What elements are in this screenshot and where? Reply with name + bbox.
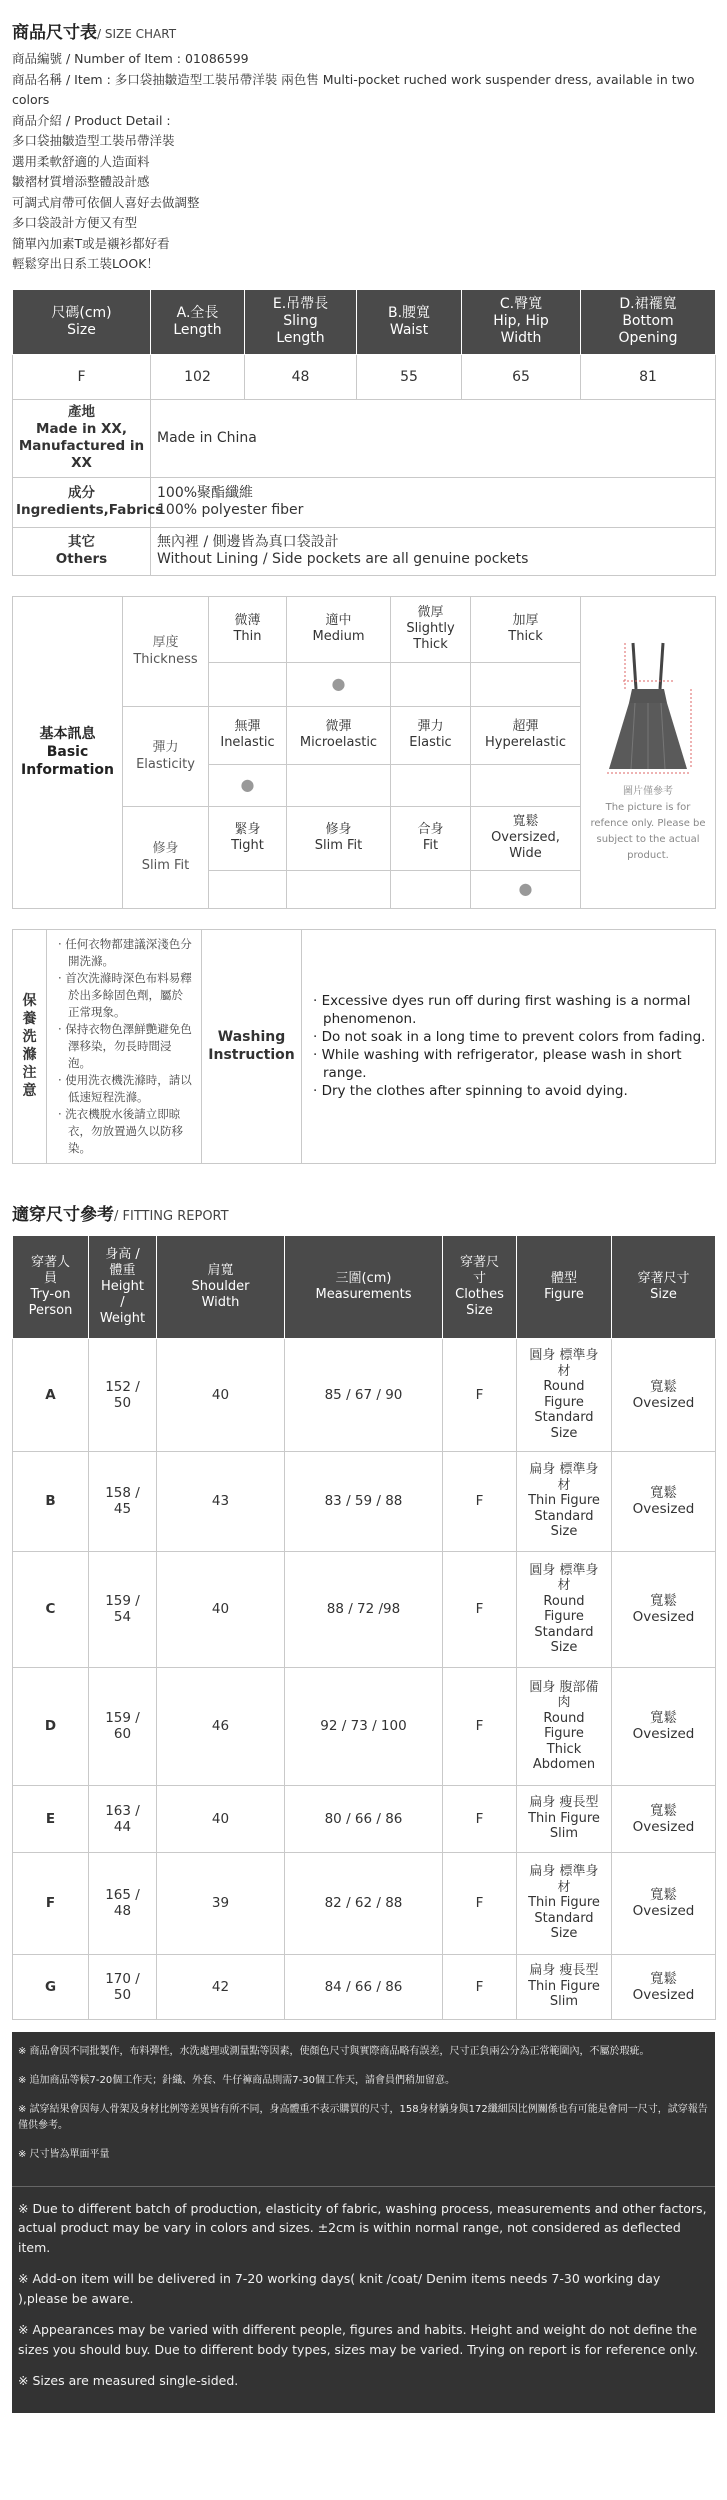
header-waist: B.腰寬 Waist — [357, 289, 462, 354]
product-info — [12, 49, 715, 275]
fitting-row — [13, 1451, 716, 1551]
person-cell: C — [13, 1551, 89, 1667]
header-bottom-opening: D.裙襬寬 Bottom Opening — [581, 289, 716, 354]
elasticity-option: 微彈 Microelastic — [287, 706, 391, 764]
clothes-size-cell: F — [443, 1954, 517, 2019]
hip-cell: 65 — [462, 354, 581, 399]
figure-cell: 扁身 標準身 材 Thin Figure Standard Size — [517, 1451, 612, 1551]
fit-selected-dot: ● — [471, 870, 581, 908]
notes-zh — [12, 2032, 715, 2186]
measurements-cell: 80 / 66 / 86 — [285, 1785, 443, 1852]
info-line: 輕鬆穿出日系工裝LOOK！ — [12, 256, 159, 271]
info-line: 商品編號 / Number of Item : 01086599 — [12, 51, 249, 66]
fit-size-cell: 寬鬆 Ovesized — [612, 1338, 716, 1451]
title-en: / SIZE CHART — [97, 27, 177, 41]
shoulder-cell: 42 — [157, 1954, 285, 2019]
care-item-en: · Excessive dyes run off during first washing is a normal phenomenon. — [313, 993, 691, 1027]
header-clothes-size: 穿著尺 寸 Clothes Size — [443, 1235, 517, 1338]
measurements-cell: 85 / 67 / 90 — [285, 1338, 443, 1451]
info-line: 可調式肩帶可依個人喜好去做調整 — [12, 194, 200, 210]
shoulder-cell: 40 — [157, 1338, 285, 1451]
person-cell: F — [13, 1852, 89, 1954]
measurements-cell: 88 / 72 /98 — [285, 1551, 443, 1667]
person-cell: B — [13, 1451, 89, 1551]
page-title — [12, 18, 715, 43]
header-sling-length: E.吊帶長 Sling Length — [245, 289, 357, 354]
note-en: ※ Sizes are measured single-sided. — [18, 2373, 239, 2388]
title-zh: 商品尺寸表 — [12, 23, 97, 43]
elasticity-label: 彈力 Elasticity — [123, 706, 209, 806]
care-item-en: · Dry the clothes after spinning to avoid dying. — [313, 1083, 628, 1099]
info-line: 多口袋設計方便又有型 — [12, 215, 138, 230]
height-weight-cell: 170 / 50 — [89, 1954, 157, 2019]
fit-option: 緊身 Tight — [209, 806, 287, 870]
elasticity-dot — [391, 764, 471, 806]
others-label: 其它 Others — [13, 527, 151, 575]
length-cell: 102 — [151, 354, 245, 399]
header-figure: 體型 Figure — [517, 1235, 612, 1338]
info-line: 多口袋抽皺造型工裝吊帶洋裝 — [12, 133, 175, 148]
clothes-size-cell: F — [443, 1451, 517, 1551]
bottom-cell: 81 — [581, 354, 716, 399]
height-weight-cell: 158 / 45 — [89, 1451, 157, 1551]
height-weight-cell: 165 / 48 — [89, 1852, 157, 1954]
washing-table — [12, 929, 716, 1164]
fit-option: 寬鬆 Oversized, Wide — [471, 806, 581, 870]
thickness-selected-dot: ● — [287, 662, 391, 706]
basic-info-title: 基本訊息 Basic Information — [13, 596, 123, 908]
origin-row — [13, 399, 716, 477]
measurements-cell: 83 / 59 / 88 — [285, 1451, 443, 1551]
header-shoulder: 肩寬 Shoulder Width — [157, 1235, 285, 1338]
note-zh: ※ 尺寸皆為單面平量 — [18, 2148, 110, 2160]
fit-label: 修身 Slim Fit — [123, 806, 209, 908]
image-note: 圖片僅參考 The picture is for refence only. Please be subject to the actual product. — [590, 785, 706, 861]
clothes-size-cell: F — [443, 1785, 517, 1852]
fit-option: 合身 Fit — [391, 806, 471, 870]
clothes-size-cell: F — [443, 1551, 517, 1667]
thickness-option: 適中 Medium — [287, 596, 391, 662]
person-cell: G — [13, 1954, 89, 2019]
shoulder-cell: 40 — [157, 1785, 285, 1852]
washing-row — [13, 929, 716, 1163]
care-label: 保養 洗滌 注意 — [13, 929, 47, 1163]
shoulder-cell: 46 — [157, 1667, 285, 1785]
thickness-label: 厚度 Thickness — [123, 596, 209, 706]
care-item: · 使用洗衣機洗滌時，請以低速短程洗滌。 — [58, 1072, 192, 1104]
note-zh: ※ 試穿結果會因每人骨架及身材比例等差異皆有所不同，身高體重不表示購買的尺寸，158身材躺身與172纖細因比例關係也有可能是會同一尺寸，試穿報告僅供參考。 — [18, 2103, 708, 2131]
header-size: 尺碼(cm) Size — [13, 289, 151, 354]
fitting-title-en: / FITTING REPORT — [114, 1208, 229, 1224]
measurements-cell: 84 / 66 / 86 — [285, 1954, 443, 2019]
others-value: 無內裡 / 側邊皆為真口袋設計 Without Lining / Side pockets are all genuine pockets — [151, 527, 716, 575]
notes-en — [12, 2187, 715, 2413]
figure-cell: 圓身 腹部備 肉 Round Figure Thick Abdomen — [517, 1667, 612, 1785]
ingredients-label: 成分 Ingredients,Fabrics — [13, 477, 151, 527]
size-row — [13, 354, 716, 399]
ingredients-value: 100%聚酯纖維 100% polyester fiber — [151, 477, 716, 527]
note-zh: ※ 追加商品等候7-20個工作天；針織、外套、牛仔褲商品則需7-30個工作天，請會員們稍加留意。 — [18, 2074, 455, 2086]
fitting-title — [12, 1200, 727, 1225]
header-measurements: 三圍(cm) Measurements — [285, 1235, 443, 1338]
thickness-option: 微厚 Slightly Thick — [391, 596, 471, 662]
elasticity-option: 超彈 Hyperelastic — [471, 706, 581, 764]
clothes-size-cell: F — [443, 1667, 517, 1785]
fit-dot — [209, 870, 287, 908]
note-zh: ※ 商品會因不同批製作，布料彈性，水洗處理或測量點等因素，使顏色尺寸與實際商品略有誤差，尺寸正負兩公分為正常範圍內，不屬於瑕疵。 — [18, 2045, 650, 2057]
fit-size-cell: 寬鬆 Ovesized — [612, 1667, 716, 1785]
info-line: 皺褶材質增添整體設計感 — [12, 174, 150, 189]
fit-size-cell: 寬鬆 Ovesized — [612, 1551, 716, 1667]
care-item: · 洗衣機脫水後請立即晾衣，勿放置過久以防移染。 — [58, 1106, 183, 1155]
size-cell: F — [13, 354, 151, 399]
dress-image-cell — [581, 596, 716, 908]
size-table — [12, 289, 716, 576]
fit-size-cell: 寬鬆 Ovesized — [612, 1451, 716, 1551]
thickness-option: 加厚 Thick — [471, 596, 581, 662]
elasticity-dot — [471, 764, 581, 806]
elasticity-option: 無彈 Inelastic — [209, 706, 287, 764]
shoulder-cell: 40 — [157, 1551, 285, 1667]
header-person: 穿著人 員 Try-on Person — [13, 1235, 89, 1338]
figure-cell: 扁身 標準身 材 Thin Figure Standard Size — [517, 1852, 612, 1954]
size-table-header — [13, 289, 716, 354]
fit-dot — [391, 870, 471, 908]
waist-cell: 55 — [357, 354, 462, 399]
height-weight-cell: 159 / 54 — [89, 1551, 157, 1667]
person-cell: E — [13, 1785, 89, 1852]
care-item-en: · Do not soak in a long time to prevent colors from fading. — [313, 1029, 706, 1045]
person-cell: D — [13, 1667, 89, 1785]
person-cell: A — [13, 1338, 89, 1451]
fitting-title-zh: 適穿尺寸參考 — [12, 1204, 114, 1225]
fitting-row — [13, 1852, 716, 1954]
shoulder-cell: 43 — [157, 1451, 285, 1551]
header-length: A.全長 Length — [151, 289, 245, 354]
clothes-size-cell: F — [443, 1338, 517, 1451]
header — [0, 0, 727, 275]
thickness-dot — [391, 662, 471, 706]
info-line: 選用柔軟舒適的人造面料 — [12, 153, 150, 169]
fitting-row — [13, 1551, 716, 1667]
elasticity-dot — [287, 764, 391, 806]
care-list-zh — [47, 929, 202, 1163]
height-weight-cell: 159 / 60 — [89, 1667, 157, 1785]
care-item-en: · While washing with refrigerator, please wash in short range. — [313, 1047, 682, 1081]
thickness-option: 微薄 Thin — [209, 596, 287, 662]
elasticity-option: 彈力 Elastic — [391, 706, 471, 764]
height-weight-cell: 152 / 50 — [89, 1338, 157, 1451]
figure-cell: 圓身 標準身 材 Round Figure Standard Size — [517, 1551, 612, 1667]
info-line: 商品介紹 / Product Detail : — [12, 112, 171, 128]
height-weight-cell: 163 / 44 — [89, 1785, 157, 1852]
fit-dot — [287, 870, 391, 908]
header-height-weight: 身高 / 體重 Height / Weight — [89, 1235, 157, 1338]
info-line: 簡單內加素T或是襯衫都好看 — [12, 235, 170, 251]
header-fit-size: 穿著尺寸 Size — [612, 1235, 716, 1338]
others-row — [13, 527, 716, 575]
washing-instruction-label: Washing Instruction — [202, 929, 302, 1163]
fitting-table — [12, 1235, 716, 2020]
basic-info-table — [12, 596, 716, 909]
fit-size-cell: 寬鬆 Ovesized — [612, 1954, 716, 2019]
thickness-dot — [209, 662, 287, 706]
origin-label: 產地 Made in XX, Manufactured in XX — [13, 399, 151, 477]
note-en: ※ Due to different batch of production, elasticity of fabric, washing process, measurements and other factors, actual product may be vary in colors and sizes. ±2cm is within normal range, not considered as deflected item. — [18, 2200, 707, 2255]
care-item: · 首次洗滌時深色布料易釋於出多餘固色劑，屬於正常現象。 — [58, 970, 192, 1019]
elasticity-selected-dot: ● — [209, 764, 287, 806]
care-item: · 保持衣物色澤鮮艷避免色澤移染，勿長時間浸泡。 — [58, 1021, 192, 1070]
notes-panel — [12, 2032, 715, 2413]
care-item: · 任何衣物都建議深淺色分開洗滌。 — [58, 936, 192, 968]
fitting-row — [13, 1667, 716, 1785]
ingredients-row — [13, 477, 716, 527]
fit-size-cell: 寬鬆 Ovesized — [612, 1852, 716, 1954]
figure-cell: 圓身 標準身 材 Round Figure Standard Size — [517, 1338, 612, 1451]
fitting-row — [13, 1954, 716, 2019]
header-hip: C.臀寬 Hip, Hip Width — [462, 289, 581, 354]
fitting-header — [13, 1235, 716, 1338]
shoulder-cell: 39 — [157, 1852, 285, 1954]
figure-cell: 扁身 瘦長型 Thin Figure Slim — [517, 1954, 612, 2019]
fit-size-cell: 寬鬆 Ovesized — [612, 1785, 716, 1852]
dress-diagram-svg — [603, 641, 693, 776]
info-line: 商品名稱 / Item : 多口袋抽皺造型工裝吊帶洋裝 兩色售 Multi-pocket ruched work suspender dress, available in two colors — [12, 71, 695, 107]
care-list-en — [302, 929, 716, 1163]
thickness-row — [13, 596, 716, 662]
fitting-row — [13, 1338, 716, 1451]
sling-cell: 48 — [245, 354, 357, 399]
thickness-dot — [471, 662, 581, 706]
measurements-cell: 92 / 73 / 100 — [285, 1667, 443, 1785]
measurements-cell: 82 / 62 / 88 — [285, 1852, 443, 1954]
clothes-size-cell: F — [443, 1852, 517, 1954]
origin-value: Made in China — [151, 399, 716, 477]
dress-diagram-icon — [584, 641, 712, 776]
figure-cell: 扁身 瘦長型 Thin Figure Slim — [517, 1785, 612, 1852]
fit-option: 修身 Slim Fit — [287, 806, 391, 870]
note-en: ※ Add-on item will be delivered in 7-20 working days( knit /coat/ Denim items needs 7-30 working day ),please be aware. — [18, 2271, 661, 2306]
note-en: ※ Appearances may be varied with different people, figures and habits. Height and weight do not define the sizes you should buy. Due to different body types, sizes may be varied. Trying on report is for reference only. — [18, 2322, 699, 2357]
fitting-row — [13, 1785, 716, 1852]
